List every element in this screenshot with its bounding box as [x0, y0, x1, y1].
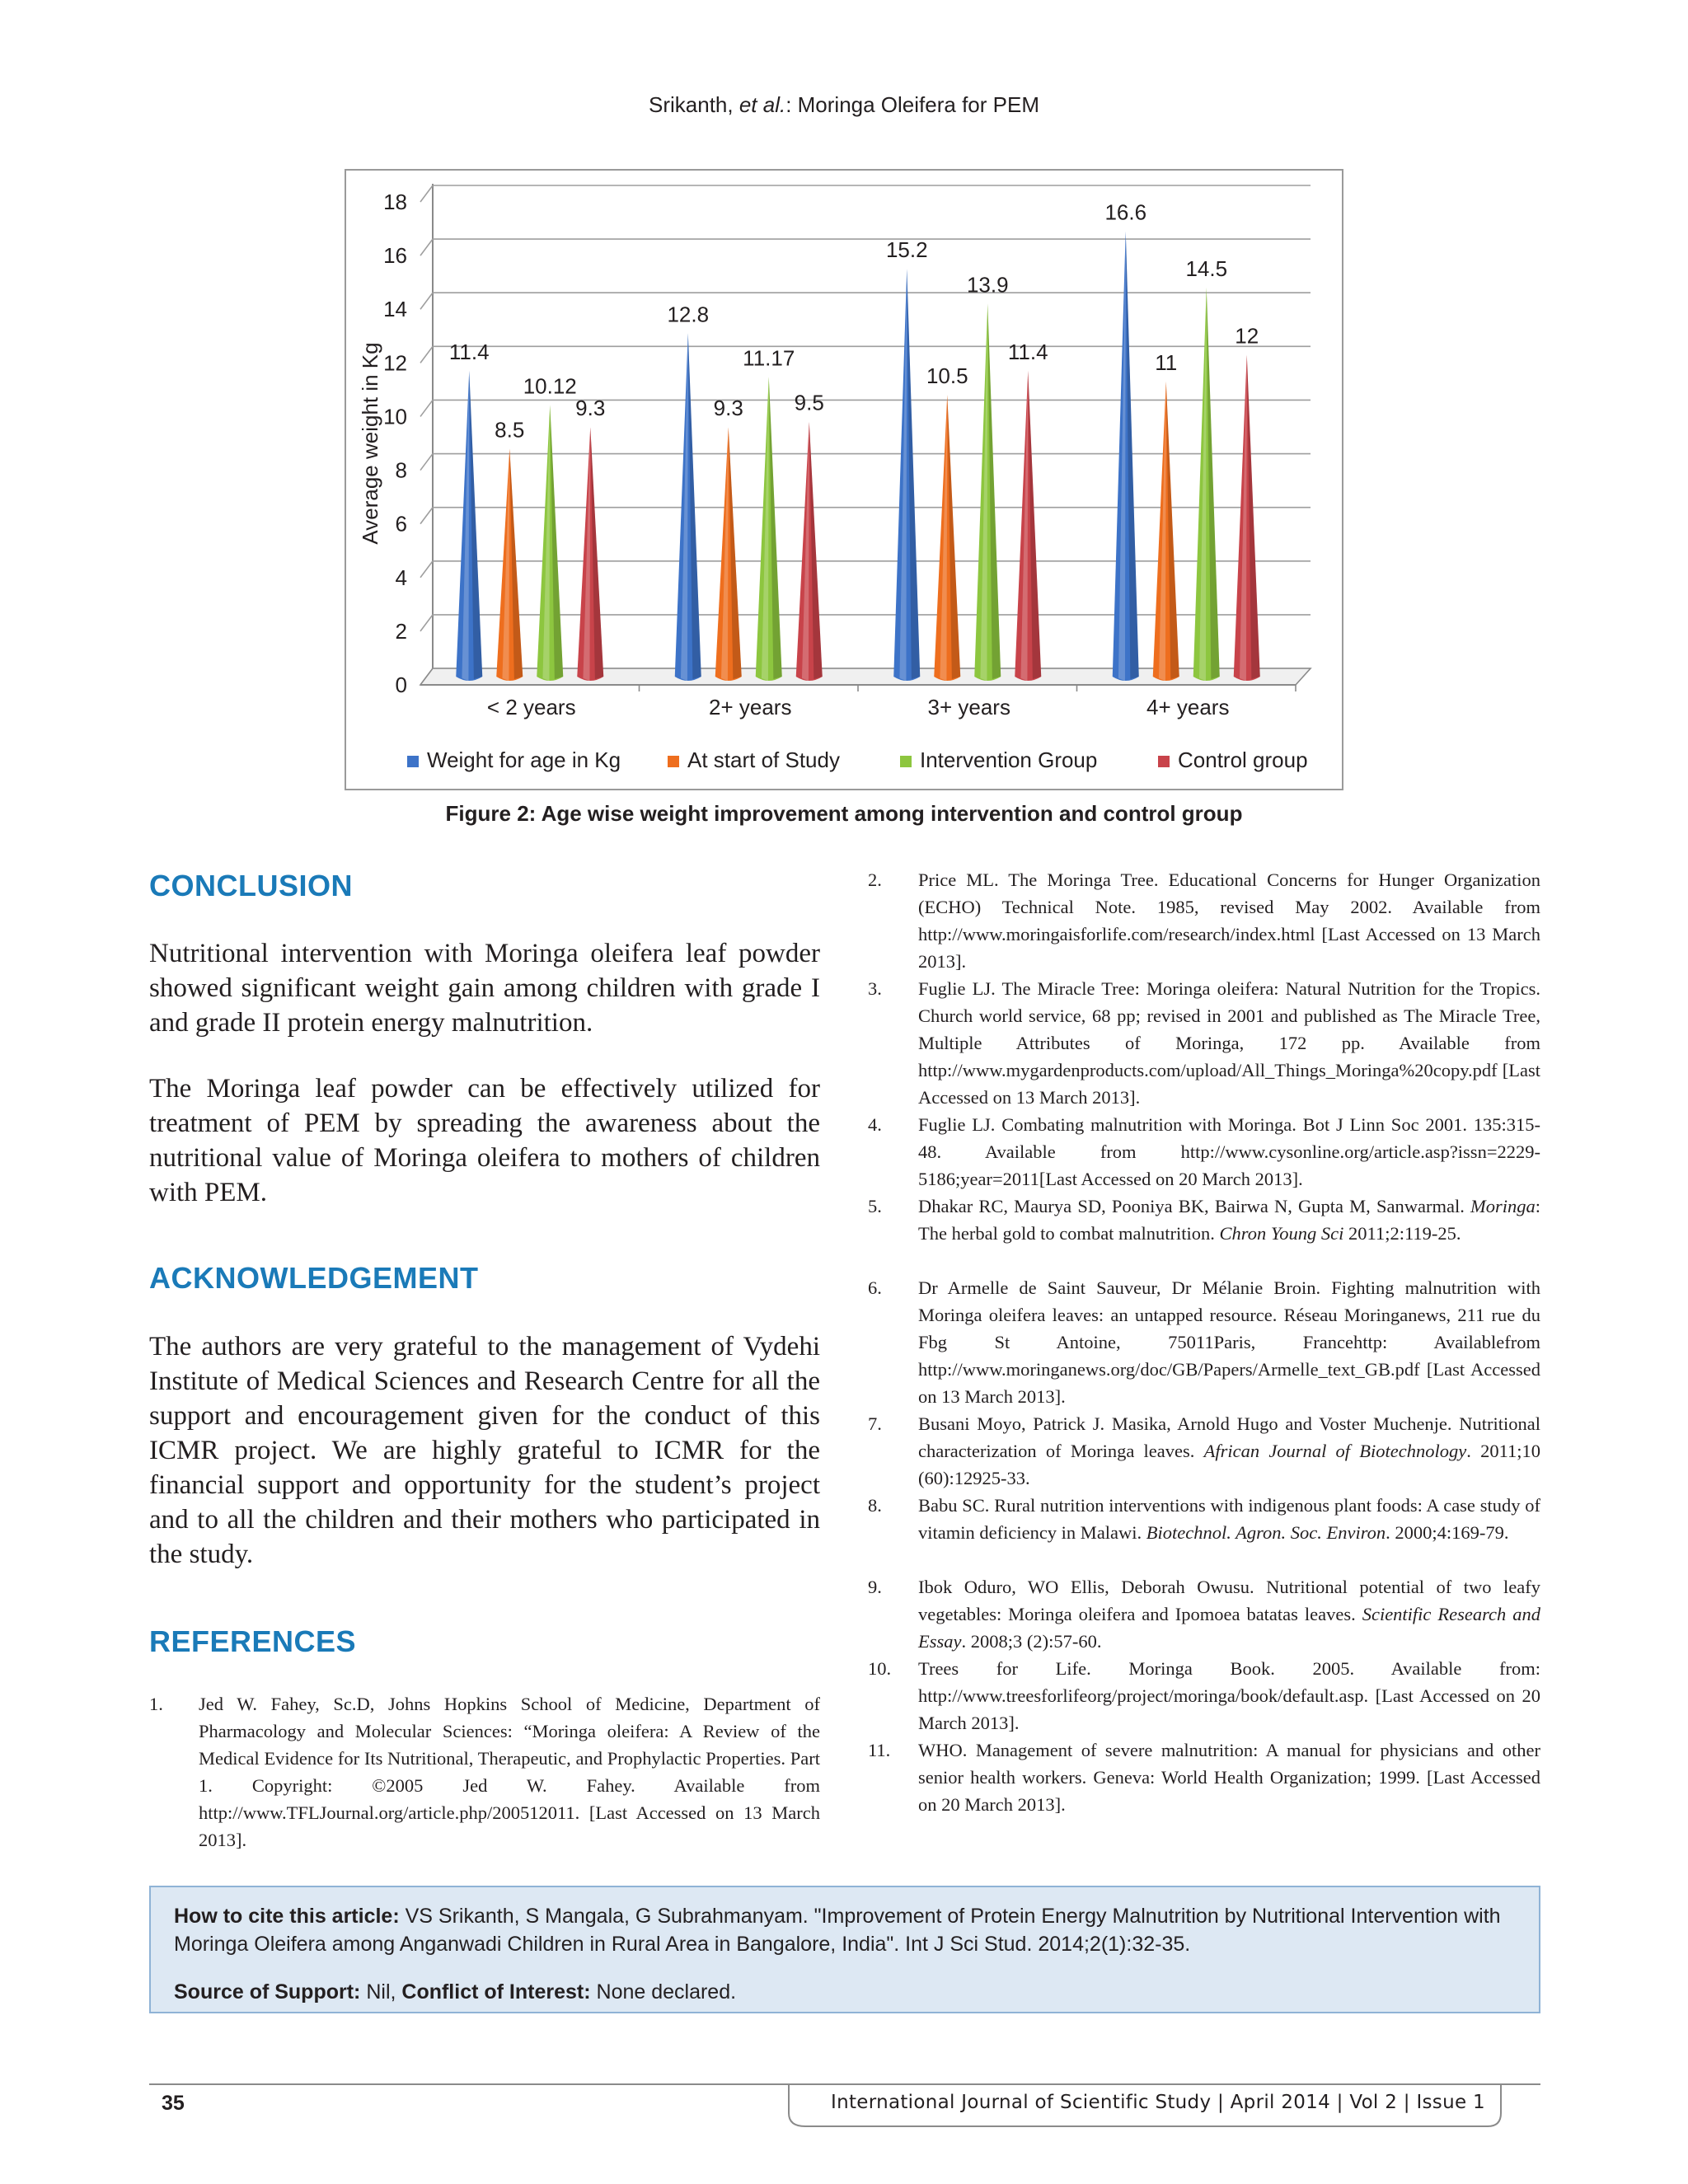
legend-label: At start of Study: [687, 748, 840, 772]
citation-box: [149, 1886, 1540, 2013]
y-tick-label: 8: [395, 457, 407, 483]
data-label: 12: [1235, 323, 1259, 349]
figure-2-chart: [345, 169, 1343, 790]
reference-number: 8.: [868, 1495, 882, 1516]
data-label: 8.5: [495, 417, 525, 443]
gridline-side: [420, 293, 433, 309]
header-title: : Moringa Oleifera for PEM: [785, 92, 1039, 117]
data-label: 12.8: [667, 302, 710, 327]
reference-number: 9.: [868, 1577, 882, 1597]
reference-item: [868, 1274, 1540, 1410]
reference-text: . 2011;10 (60):12925-33.: [918, 1441, 1540, 1488]
reference-number: 2.: [868, 869, 882, 890]
reference-number: 4.: [868, 1114, 882, 1135]
gridline-side: [420, 615, 433, 631]
citation-text: VS Srikanth, S Mangala, G Subrahmanyam. "Improvement of Protein Energy Malnutrition by Nutritional Intervention with Moringa Oleifera among Anganwadi Children in Rural Area in Bangalore, India". Int J Sci Stud. 2014;2(1):32-35.: [174, 1905, 1501, 1956]
conclusion-heading: CONCLUSION: [149, 869, 353, 902]
reference-item: [868, 1193, 1540, 1247]
y-tick-label: 4: [395, 565, 407, 590]
reference-number: 1.: [149, 1694, 163, 1714]
header-author: Srikanth,: [649, 92, 739, 117]
y-tick-label: 0: [395, 673, 407, 697]
data-label: 11.4: [1007, 339, 1048, 364]
data-label: 13.9: [966, 272, 1009, 298]
reference-text: Price ML. The Moringa Tree. Educational Concerns for Hunger Organization (ECHO) Technical Note. 1985, revised May 2002. Available from http://www.moringaisforlife.com/research/index.html [Last Accessed on 13 March 2013].: [918, 869, 1540, 972]
y-tick-label: 16: [383, 243, 407, 269]
conclusion-paragraph-2: The Moringa leaf powder can be effectively utilized for treatment of PEM by spreading the awareness about the nutritional value of Moringa oleifera to mothers of children with PEM.: [149, 1074, 820, 1207]
gridline-side: [420, 185, 433, 202]
reference-number: 5.: [868, 1196, 882, 1216]
journal-footer: International Journal of Scientific Study | April 2014 | Vol 2 | Issue 1: [831, 2092, 1485, 2113]
support-line: [174, 1978, 1516, 2006]
reference-item: [868, 1410, 1540, 1492]
y-tick-label: 6: [395, 511, 407, 537]
reference-item: [868, 1573, 1540, 1655]
y-tick-label: 18: [383, 190, 407, 214]
reference-text: Dr Armelle de Saint Sauveur, Dr Mélanie Broin. Fighting malnutrition with Moringa oleifera leaves: an untapped resource. Réseau Moringanews, 211 rue du Fbg St Antoine, 75011Paris, Francehttp: Availablefrom http://www.moringanews.org/doc/GB/Papers/Armelle_text_GB.pdf [Last Accessed on 13 March 2013].: [918, 1277, 1540, 1407]
reference-text: WHO. Management of severe malnutrition: A manual for physicians and other senior health workers. Geneva: World Health Organization; 1999. [Last Accessed on 20 March 2013].: [918, 1740, 1540, 1815]
data-label: 11: [1155, 349, 1178, 375]
chart-svg: [346, 171, 1345, 792]
header-etal: et al.: [738, 92, 786, 117]
reference-text: Babu SC. Rural nutrition interventions with indigenous plant foods: A case study of vitamin deficiency in Malawi.: [918, 1495, 1540, 1543]
reference-item: [868, 1655, 1540, 1736]
x-tick-label: 4+ years: [1146, 695, 1230, 719]
reference-text: . 2000;4:169-79.: [1386, 1522, 1509, 1543]
reference-item: [868, 1736, 1540, 1818]
running-header: [0, 92, 1688, 118]
gridline-side: [420, 239, 433, 255]
reference-item: [868, 1492, 1540, 1546]
x-tick-label: 2+ years: [709, 695, 792, 719]
x-tick-label: < 2 years: [486, 695, 576, 719]
reference-number: 10.: [868, 1658, 892, 1679]
reference-journal: Chron Young Sci: [1219, 1223, 1344, 1244]
data-label: 9.5: [794, 390, 824, 415]
data-label: 9.3: [575, 396, 606, 421]
reference-item: [868, 1111, 1540, 1193]
reference-item: [149, 1690, 820, 1854]
legend-label: Weight for age in Kg: [427, 748, 621, 772]
reference-journal: Biotechnol. Agron. Soc. Environ: [1146, 1522, 1386, 1543]
reference-number: 6.: [868, 1277, 882, 1298]
data-label: 15.2: [885, 237, 928, 263]
data-label: 9.3: [713, 396, 743, 421]
gridline-side: [420, 561, 433, 578]
x-tick-label: 3+ years: [927, 695, 1010, 719]
reference-number: 3.: [868, 978, 882, 999]
reference-text: Busani Moyo, Patrick J. Masika, Arnold Hugo and Voster Muchenje. Nutritional characterization of Moringa leaves.: [918, 1413, 1540, 1461]
reference-item: [868, 866, 1540, 975]
reference-text: Fuglie LJ. The Miracle Tree: Moringa oleifera: Natural Nutrition for the Tropics. Church world service, 68 pp; revised in 2001 and published as The Miracle Tree, Multiple Attributes of Moringa, 172 pp. Available from http://www.mygardenproducts.com/upload/All_Things_Moringa%20copy.pdf [Last Accessed on 13 March 2013].: [918, 978, 1540, 1108]
gridline-side: [420, 454, 433, 471]
reference-text: Dhakar RC, Maurya SD, Pooniya BK, Bairwa N, Gupta M, Sanwarmal.: [918, 1196, 1470, 1216]
y-tick-label: 12: [383, 350, 407, 376]
reference-text: 2011;2:119-25.: [1343, 1223, 1461, 1244]
page-number: 35: [162, 2092, 185, 2115]
data-label: 11.17: [743, 345, 795, 371]
legend-label: Intervention Group: [920, 748, 1098, 772]
reference-number: 7.: [868, 1413, 882, 1434]
figure-caption: Figure 2: Age wise weight improvement among intervention and control group: [445, 801, 1243, 826]
gridline-side: [420, 400, 433, 416]
data-label: 10.12: [523, 373, 577, 399]
reference-journal: African Journal of Biotechnology: [1203, 1441, 1467, 1461]
data-label: 14.5: [1185, 255, 1228, 281]
reference-text: Ibok Oduro, WO Ellis, Deborah Owusu. Nutritional potential of two leafy vegetables: Moringa oleifera and Ipomoea batatas leaves.: [918, 1577, 1540, 1624]
conflict-label: Conflict of Interest:: [401, 1980, 591, 2004]
y-axis-title: Average weight in Kg: [358, 342, 382, 545]
support-label: Source of Support:: [174, 1980, 361, 2004]
references-heading: REFERENCES: [149, 1624, 357, 1658]
citation-label: How to cite this article:: [174, 1905, 400, 1928]
data-label: 11.4: [448, 339, 490, 364]
acknowledgement-paragraph: The authors are very grateful to the management of Vydehi Institute of Medical Sciences and Research Centre for all the support and encouragement given for the conduct of this ICMR project. We are highly grateful to ICMR for the financial support and opportunity for the student’s project and to all the children and their mothers who participated in the study.: [149, 1332, 820, 1569]
legend-swatch: [1158, 756, 1170, 767]
y-tick-label: 2: [395, 618, 407, 644]
conclusion-paragraph-1: Nutritional intervention with Moringa oleifera leaf powder showed significant weight gain among children with grade I and grade II protein energy malnutrition.: [149, 939, 820, 1038]
support-value: Nil,: [360, 1980, 402, 2004]
legend-swatch: [407, 756, 419, 767]
gridline-side: [420, 508, 433, 524]
reference-number: 11.: [868, 1740, 891, 1760]
reference-italic: Moringa: [1470, 1196, 1536, 1216]
gridline-side: [420, 346, 433, 363]
legend-swatch: [900, 756, 912, 767]
y-tick-label: 14: [383, 297, 407, 322]
reference-item: [868, 975, 1540, 1111]
data-label: 10.5: [926, 363, 968, 389]
citation-line: [174, 1902, 1516, 1958]
reference-text: . 2008;3 (2):57-60.: [961, 1631, 1102, 1652]
legend-swatch: [668, 756, 679, 767]
y-tick-label: 10: [383, 404, 407, 429]
reference-text: : The herbal gold to combat malnutrition.: [918, 1196, 1540, 1244]
acknowledgement-heading: ACKNOWLEDGEMENT: [149, 1261, 479, 1295]
reference-text: Jed W. Fahey, Sc.D, Johns Hopkins School of Medicine, Department of Pharmacology and Molecular Sciences: “Moringa oleifera: A Review of the Medical Evidence for Its Nutritional, Therapeutic, and Prophylactic Properties. Part 1. Copyright: ©2005 Jed W. Fahey. Available from http://www.TFLJournal.org/article.php/200512011. [Last Accessed on 13 March 2013].: [199, 1694, 820, 1850]
conflict-value: None declared.: [590, 1980, 737, 2004]
legend-label: Control group: [1178, 748, 1308, 772]
reference-journal: Scientific Research and Essay: [918, 1604, 1540, 1652]
reference-text: Trees for Life. Moringa Book. 2005. Available from: http://www.treesforlifeorg/project/moringa/book/default.asp. [Last Accessed on 20 March 2013].: [918, 1658, 1540, 1733]
data-label: 16.6: [1104, 199, 1147, 225]
reference-text: Fuglie LJ. Combating malnutrition with Moringa. Bot J Linn Soc 2001. 135:315-48. Available from http://www.cysonline.org/article.asp?issn=2229-5186;year=2011[Last Accessed on 20 March 2013].: [918, 1114, 1540, 1189]
